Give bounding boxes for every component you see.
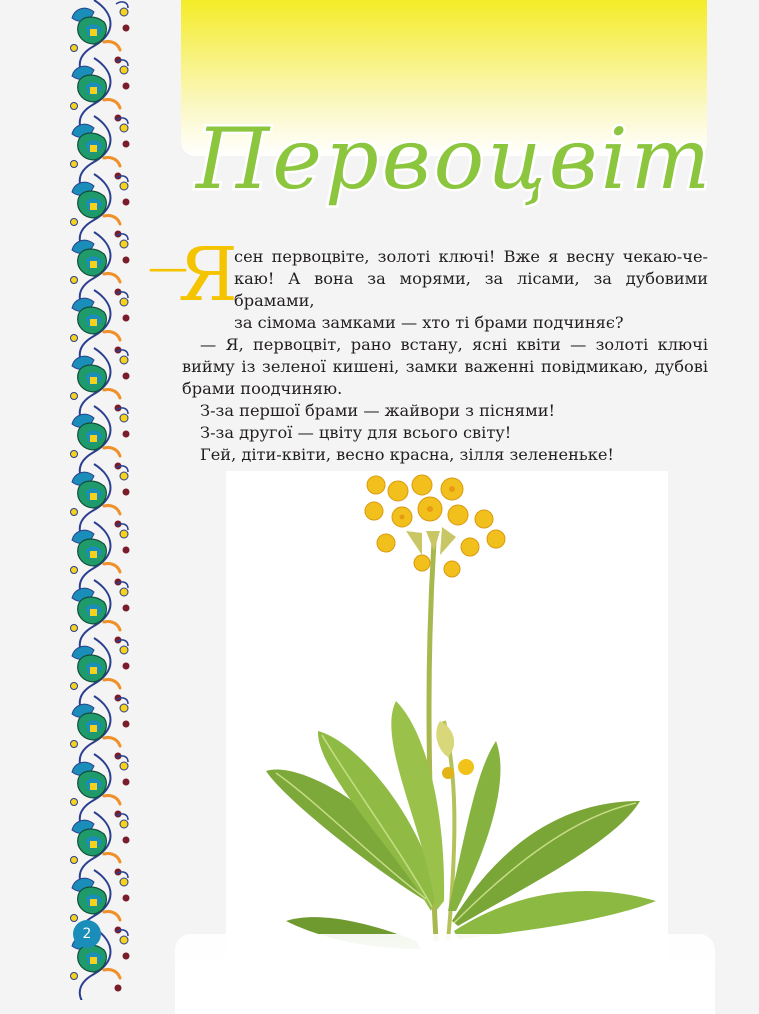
text-line: за сімома замками — хто ті брами подчиняє?: [234, 313, 624, 332]
paragraph-1: [182, 246, 708, 334]
embroidery-ornament-border: [64, 0, 144, 1000]
dropcap-dash: —: [148, 245, 188, 291]
text-line: З-за другої — цвіту для всього світу!: [200, 423, 512, 442]
text-line: Гей, діти-квіти, весно красна, зілля зелененьке!: [200, 445, 614, 464]
page-title-text: Первоцвіт: [196, 110, 714, 208]
page-number-badge: 2: [73, 920, 101, 948]
bottom-panel: [175, 934, 715, 1014]
text-line: каю! А вона за морями, за лісами, за дубовими брамами,: [234, 269, 708, 310]
page-title: [188, 96, 718, 236]
primrose-plant-illustration: [226, 471, 668, 1000]
poem-text: [182, 246, 708, 466]
paragraph-2: — Я, первоцвіт, рано встану, ясні квіти — золоті ключі вийму із зеленої кишені, замки важенні повідмикаю, дубові брами поодчиняю.: [182, 335, 708, 398]
text-line: З-за першої брами — жайвори з піснями!: [200, 401, 556, 420]
dropcap-letter: Я: [178, 232, 238, 318]
text-line: сен первоцвіте, золоті ключі! Вже я весну чекаю-че-: [234, 247, 708, 266]
